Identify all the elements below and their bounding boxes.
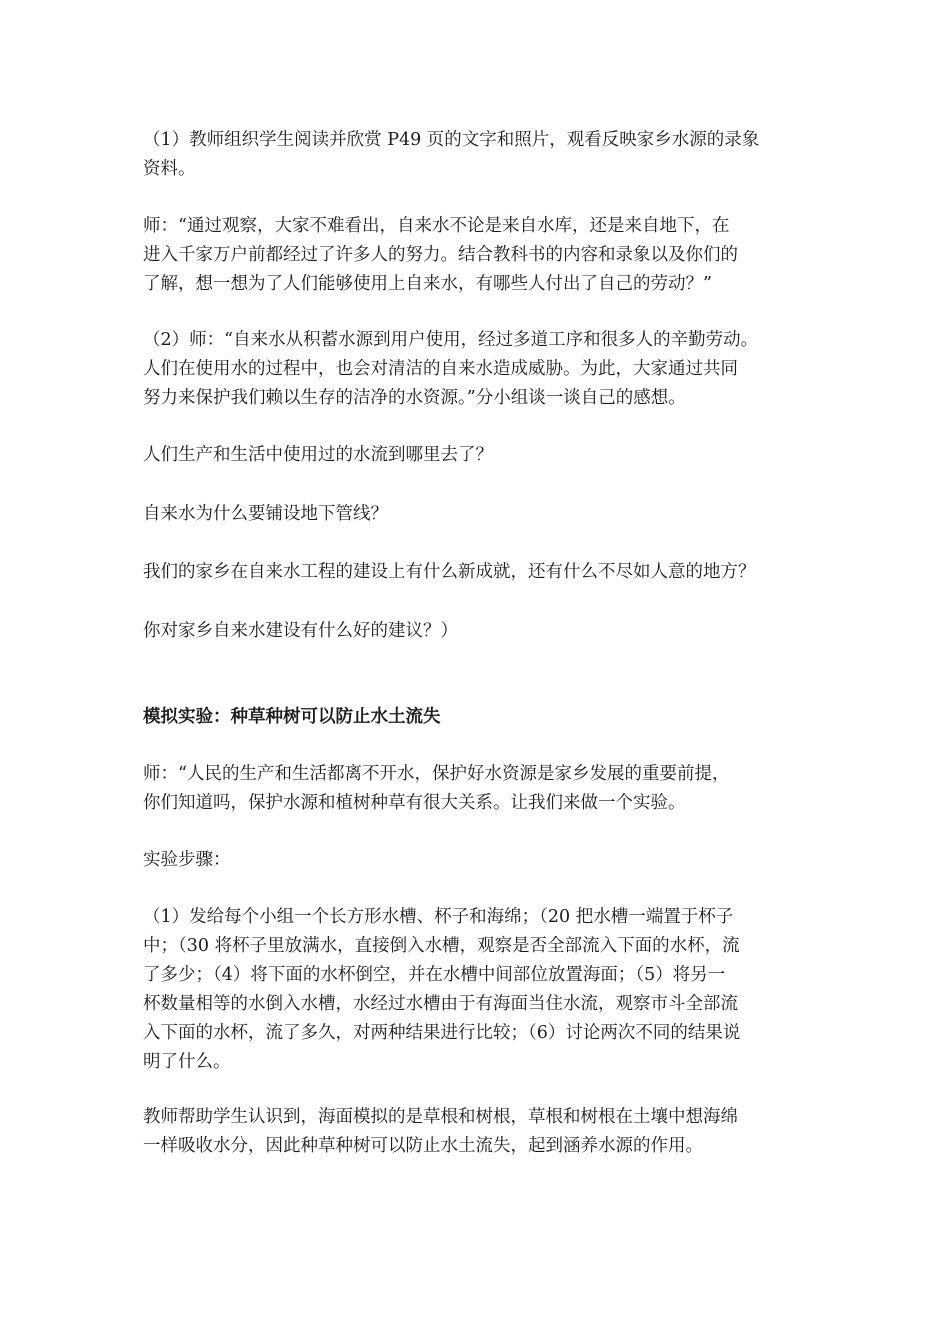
text-line: 人们在使用水的过程中，也会对清洁的自来水造成威胁。为此，大家通过共同 — [143, 359, 738, 379]
paragraph-teacher-water-process — [143, 326, 833, 413]
question-where-water-goes: 人们生产和生活中使用过的水流到哪里去了？ — [143, 445, 493, 465]
text-line: 明了什么。 — [143, 1052, 231, 1072]
text-line: （2）师：“自来水从积蓄水源到用户使用，经过多道工序和很多人的辛勤劳动。 — [143, 330, 759, 350]
text-line: 教师帮助学生认识到，海面模拟的是草根和树根，草根和树根在土壤中想海绵 — [143, 1107, 738, 1127]
text-line: （1）教师组织学生阅读并欣赏 P49 页的文字和照片，观看反映家乡水源的录象 — [143, 130, 760, 150]
section-heading: 模拟实验：种草种树可以防止水土流失 — [143, 707, 441, 727]
paragraph-teacher-observe — [143, 212, 833, 299]
experiment-steps-label: 实验步骤： — [143, 850, 231, 870]
text-line: 中；（30 将杯子里放满水，直接倒入水槽，观察是否全部流入下面的水杯，流 — [143, 936, 740, 956]
question-hometown-achievements: 我们的家乡在自来水工程的建设上有什么新成就，还有什么不尽如人意的地方？ — [143, 562, 756, 582]
text-line: 努力来保护我们赖以生存的洁净的水资源。”分小组谈一谈自己的感想。 — [143, 388, 686, 408]
text-line: （1）发给每个小组一个长方形水槽、杯子和海绵；（20 把水槽一端置于杯子 — [143, 907, 734, 927]
text-line: 师：“人民的生产和生活都离不开水，保护好水资源是家乡发展的重要前提， — [143, 764, 730, 784]
text-line: 资料。 — [143, 159, 196, 179]
paragraph-experiment-steps — [143, 903, 833, 1077]
paragraph-teacher-experiment-intro — [143, 760, 833, 818]
text-line: 师：“通过观察，大家不难看出，自来水不论是来自水库，还是来自地下，在 — [143, 216, 730, 236]
text-line: 进入千家万户前都经过了许多人的努力。结合教科书的内容和录象以及你们的 — [143, 245, 738, 265]
text-line: 入下面的水杯，流了多久，对两种结果进行比较；（6）讨论两次不同的结果说 — [143, 1023, 741, 1043]
paragraph-teacher-organize — [143, 126, 833, 184]
text-line: 你们知道吗，保护水源和植树种草有很大关系。让我们来做一个实验。 — [143, 793, 686, 813]
text-line: 一样吸收水分，因此种草种树可以防止水土流失，起到涵养水源的作用。 — [143, 1136, 703, 1156]
question-underground-pipes: 自来水为什么要铺设地下管线？ — [143, 504, 388, 524]
question-suggestions: 你对家乡自来水建设有什么好的建议？） — [143, 621, 458, 641]
paragraph-teacher-conclusion — [143, 1103, 833, 1161]
text-line: 了多少；（4）将下面的水杯倒空，并在水槽中间部位放置海面；（5）将另一 — [143, 965, 726, 985]
text-line: 了解，想一想为了人们能够使用上自来水，有哪些人付出了自己的劳动？” — [143, 274, 712, 294]
text-line: 杯数量相等的水倒入水槽，水经过水槽由于有海面当住水流，观察市斗全部流 — [143, 994, 738, 1014]
